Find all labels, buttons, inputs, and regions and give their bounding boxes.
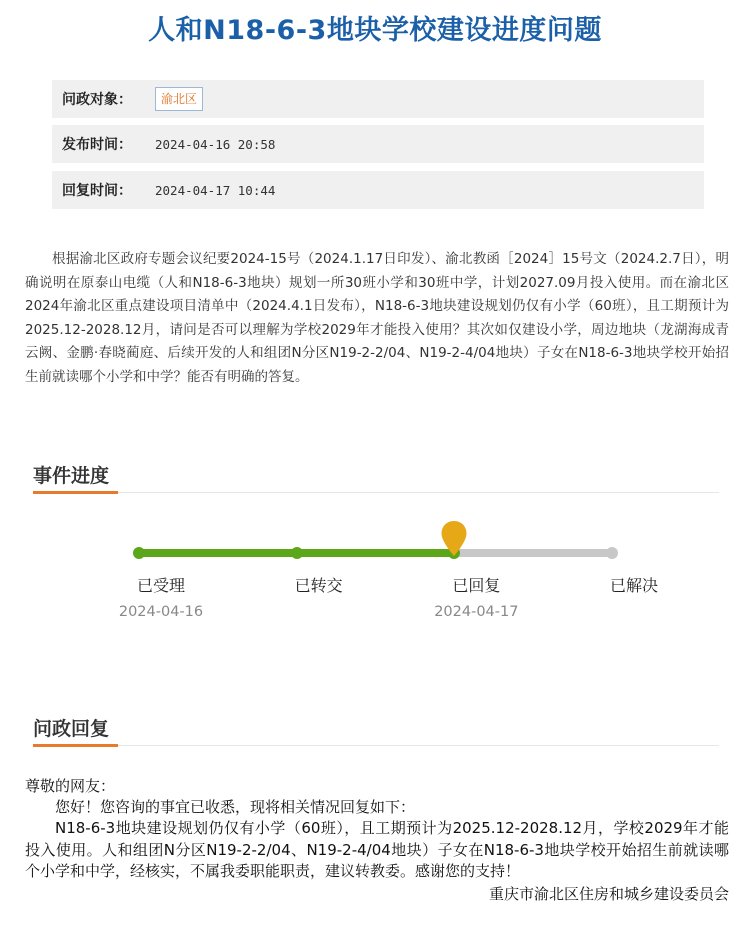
reply-section-title: 问政回复 [33, 718, 110, 740]
progress-dot [133, 547, 145, 559]
reply-section-accent [33, 744, 118, 747]
progress-step-label: 已解决 [609, 576, 658, 595]
reply-body: N18-6-3地块建设规划仍仅有小学（60班），且工期预计为2025.12-2028.12月，学校2029年才能投入使用。人和组团N分区N19-2-2/04、N19-2-4/04地块）子女在N18-6-3地块学校开始招生前就读哪个小学和中学，经核实，不属我委职能职责，建议转教委。感谢您的支持！ [25, 819, 729, 880]
reply-label: 回复时间： [62, 183, 132, 199]
progress-dot [291, 547, 303, 559]
question-text: 根据渝北区政府专题会议纪要2024-15号（2024.1.17日印发）、渝北教函［2024］15号文（2024.2.7日），明确说明在原泰山电缆（人和N18-6-3地块）规划一所30班小学和30班中学，计划2027.09月投入使用。而在渝北区2024年渝北区重点建设项目清单中（2024.4.1日发布），N18-6-3地块建设规划仍仅有小学（60班），且工期预计为2025.12-2028.12月，请问是否可以理解为学校2029年才能投入使用？其次如仅建设小学，周边地块（龙湖海成青云阙、金鹏·春晓蔺庭、后续开发的人和组团N分区N19-2-2/04、N19-2-4/04地块）子女在N18-6-3地块学校开始招生前就读哪个小学和中学？能否有明确的答复。 [25, 251, 729, 385]
reply-greeting: 尊敬的网友： [25, 777, 116, 795]
reply-signature: 重庆市渝北区住房和城乡建设委员会 [488, 885, 729, 903]
progress-section-title: 事件进度 [33, 465, 110, 487]
progress-step-label: 已回复 [452, 576, 501, 595]
progress-section-divider [33, 492, 719, 493]
reply-time: 2024-04-17 10:44 [155, 182, 276, 198]
progress-step-label: 已受理 [136, 576, 185, 595]
target-tag-link[interactable]: 渝北区 [155, 87, 203, 111]
info-row-target [52, 80, 704, 118]
progress-dot [606, 547, 618, 559]
info-row-publish [52, 125, 704, 163]
publish-label: 发布时间： [62, 137, 132, 153]
progress-step-date: 2024-04-17 [434, 604, 519, 620]
reply-section-divider [33, 745, 719, 746]
progress-step-date: 2024-04-16 [118, 604, 204, 620]
page-title: 人和N18-6-3地块学校建设进度问题 [148, 15, 602, 46]
progress-section-accent [33, 491, 118, 494]
reply-intro: 您好！您咨询的事宜已收悉，现将相关情况回复如下： [55, 798, 416, 816]
info-row-reply [52, 171, 704, 209]
target-label: 问政对象： [62, 92, 132, 108]
current-step-marker-icon [440, 520, 468, 558]
progress-step-label: 已转交 [294, 576, 343, 595]
publish-time: 2024-04-16 20:58 [155, 136, 276, 152]
